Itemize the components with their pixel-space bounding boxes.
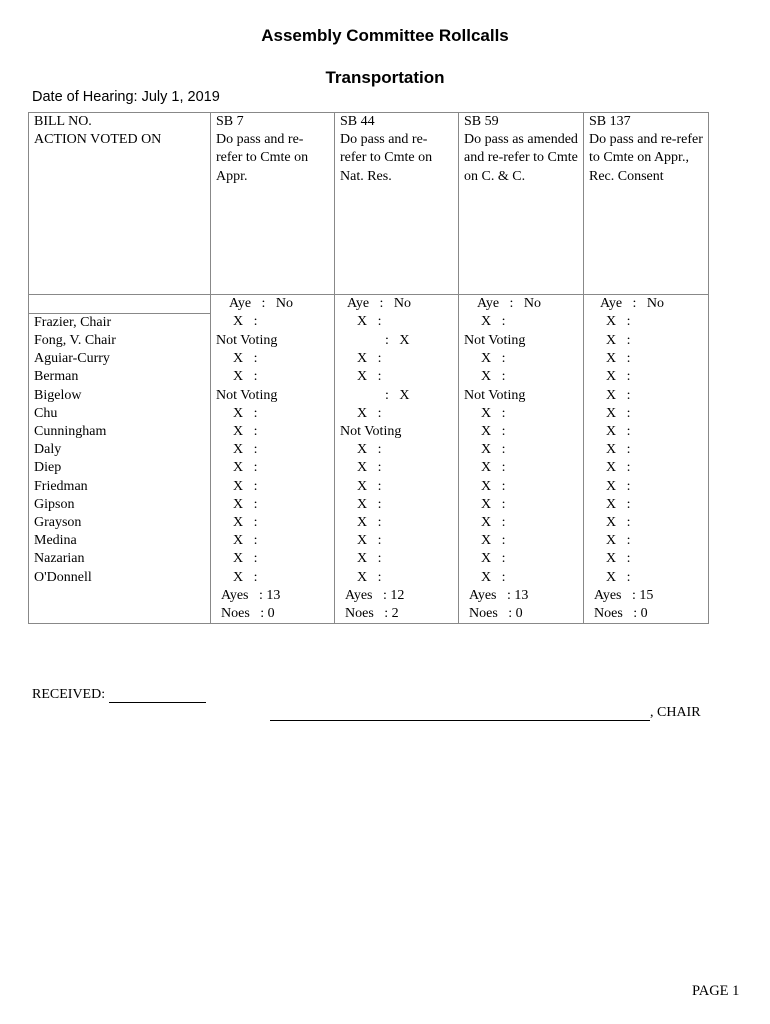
member-name: Gipson (29, 496, 211, 514)
vote-cell: X : (459, 368, 584, 386)
chair-label: , CHAIR (650, 705, 701, 720)
table-row (29, 532, 709, 550)
table-row (29, 459, 709, 477)
totals-row (29, 587, 709, 605)
bill-action: Do pass and re-refer to Cmte on Appr., Rec. Consent (589, 132, 703, 184)
bill-cell (584, 113, 709, 295)
table-row (29, 313, 709, 332)
vote-cell: Not Voting (211, 387, 335, 405)
received-field (32, 687, 206, 703)
bill-cell (459, 113, 584, 295)
vote-cell: X : (211, 532, 335, 550)
vote-cell: X : (584, 496, 709, 514)
table-row (29, 368, 709, 386)
vote-cell: X : (211, 423, 335, 441)
vote-cell: X : (211, 368, 335, 386)
vote-cell: Not Voting (459, 387, 584, 405)
bill-cell (335, 113, 459, 295)
vote-cell: X : (584, 423, 709, 441)
vote-cell: X : (584, 550, 709, 568)
vote-cell: X : (459, 514, 584, 532)
vote-header-spacer (29, 295, 211, 314)
member-name: Diep (29, 459, 211, 477)
vote-cell: X : (211, 550, 335, 568)
vote-cell: X : (459, 441, 584, 459)
table-row (29, 514, 709, 532)
vote-total: Noes : 0 (211, 605, 335, 624)
member-name: Daly (29, 441, 211, 459)
received-label: RECEIVED: (32, 687, 106, 702)
vote-total: Noes : 0 (584, 605, 709, 624)
vote-cell: X : (584, 368, 709, 386)
vote-cell: X : (584, 532, 709, 550)
table-row (29, 441, 709, 459)
vote-cell: X : (211, 459, 335, 477)
vote-cell: X : (335, 350, 459, 368)
vote-header-row (29, 295, 709, 314)
vote-total: Noes : 2 (335, 605, 459, 624)
vote-cell: X : (335, 405, 459, 423)
vote-cell: X : (584, 350, 709, 368)
table-row (29, 569, 709, 587)
vote-cell: X : (584, 332, 709, 350)
bill-action: Do pass as amended and re-refer to Cmte on C. & C. (464, 132, 578, 184)
table-row (29, 332, 709, 350)
vote-cell: X : (211, 405, 335, 423)
vote-cell: X : (584, 569, 709, 587)
member-name: Grayson (29, 514, 211, 532)
vote-cell: X : (584, 441, 709, 459)
member-name: Cunningham (29, 423, 211, 441)
vote-cell: X : (459, 550, 584, 568)
table-row (29, 496, 709, 514)
totals-row (29, 605, 709, 624)
received-signature-line (109, 689, 206, 703)
totals-spacer (29, 605, 211, 624)
member-name: Medina (29, 532, 211, 550)
vote-cell: X : (335, 368, 459, 386)
vote-cell: X : (584, 514, 709, 532)
table-row (29, 478, 709, 496)
bill-action: Do pass and re-refer to Cmte on Nat. Res. (340, 132, 433, 184)
vote-cell: X : (584, 387, 709, 405)
committee-name: Transportation (325, 68, 445, 87)
bill-number: SB 137 (589, 114, 631, 129)
member-name: Aguiar-Curry (29, 350, 211, 368)
rollcall-table (28, 112, 709, 624)
vote-cell: : X (335, 332, 459, 350)
table-row (29, 550, 709, 568)
bill-header-row (29, 113, 709, 295)
vote-cell: X : (584, 459, 709, 477)
vote-cell: X : (584, 405, 709, 423)
vote-cell: X : (459, 532, 584, 550)
vote-total: Ayes : 15 (584, 587, 709, 605)
vote-cell: X : (459, 478, 584, 496)
vote-cell: X : (459, 405, 584, 423)
bill-number: SB 44 (340, 114, 375, 129)
header-labels-cell (29, 113, 211, 295)
vote-cell: X : (211, 478, 335, 496)
table-row (29, 423, 709, 441)
vote-header: Aye : No (459, 295, 584, 314)
vote-cell: X : (459, 496, 584, 514)
vote-cell: X : (335, 478, 459, 496)
vote-cell: X : (584, 313, 709, 332)
vote-header: Aye : No (211, 295, 335, 314)
chair-signature-line (270, 706, 650, 721)
member-name: Fong, V. Chair (29, 332, 211, 350)
vote-total: Ayes : 13 (459, 587, 584, 605)
bill-no-label: BILL NO. (34, 114, 92, 129)
vote-cell: Not Voting (211, 332, 335, 350)
action-voted-label: ACTION VOTED ON (34, 132, 162, 148)
vote-header: Aye : No (335, 295, 459, 314)
vote-total: Ayes : 12 (335, 587, 459, 605)
vote-cell: Not Voting (459, 332, 584, 350)
chair-signature (270, 705, 701, 721)
vote-total: Noes : 0 (459, 605, 584, 624)
hearing-date: Date of Hearing: July 1, 2019 (32, 89, 220, 105)
member-name: O'Donnell (29, 569, 211, 587)
table-row (29, 350, 709, 368)
vote-cell: X : (335, 313, 459, 332)
vote-cell: X : (211, 496, 335, 514)
member-name: Friedman (29, 478, 211, 496)
vote-cell: X : (335, 459, 459, 477)
vote-cell: X : (211, 313, 335, 332)
vote-cell: X : (211, 350, 335, 368)
vote-cell: X : (459, 313, 584, 332)
vote-cell: : X (335, 387, 459, 405)
vote-cell: X : (211, 569, 335, 587)
member-name: Berman (29, 368, 211, 386)
bill-number: SB 7 (216, 114, 244, 129)
vote-cell: X : (335, 550, 459, 568)
totals-spacer (29, 587, 211, 605)
vote-cell: X : (459, 569, 584, 587)
member-name: Bigelow (29, 387, 211, 405)
table-row (29, 405, 709, 423)
vote-total: Ayes : 13 (211, 587, 335, 605)
vote-cell: X : (459, 459, 584, 477)
vote-cell: X : (335, 532, 459, 550)
vote-cell: X : (211, 514, 335, 532)
vote-cell: X : (335, 514, 459, 532)
page-number: PAGE 1 (692, 983, 740, 999)
vote-cell: X : (459, 423, 584, 441)
bill-action: Do pass and re-refer to Cmte on Appr. (216, 132, 309, 184)
vote-cell: X : (335, 496, 459, 514)
member-name: Nazarian (29, 550, 211, 568)
vote-cell: Not Voting (335, 423, 459, 441)
vote-cell: X : (459, 350, 584, 368)
member-name: Chu (29, 405, 211, 423)
member-name: Frazier, Chair (29, 313, 211, 332)
vote-header: Aye : No (584, 295, 709, 314)
vote-cell: X : (335, 441, 459, 459)
vote-cell: X : (211, 441, 335, 459)
bill-cell (211, 113, 335, 295)
vote-cell: X : (584, 478, 709, 496)
table-row (29, 387, 709, 405)
document-title: Assembly Committee Rollcalls (261, 26, 509, 45)
bill-number: SB 59 (464, 114, 499, 129)
vote-cell: X : (335, 569, 459, 587)
